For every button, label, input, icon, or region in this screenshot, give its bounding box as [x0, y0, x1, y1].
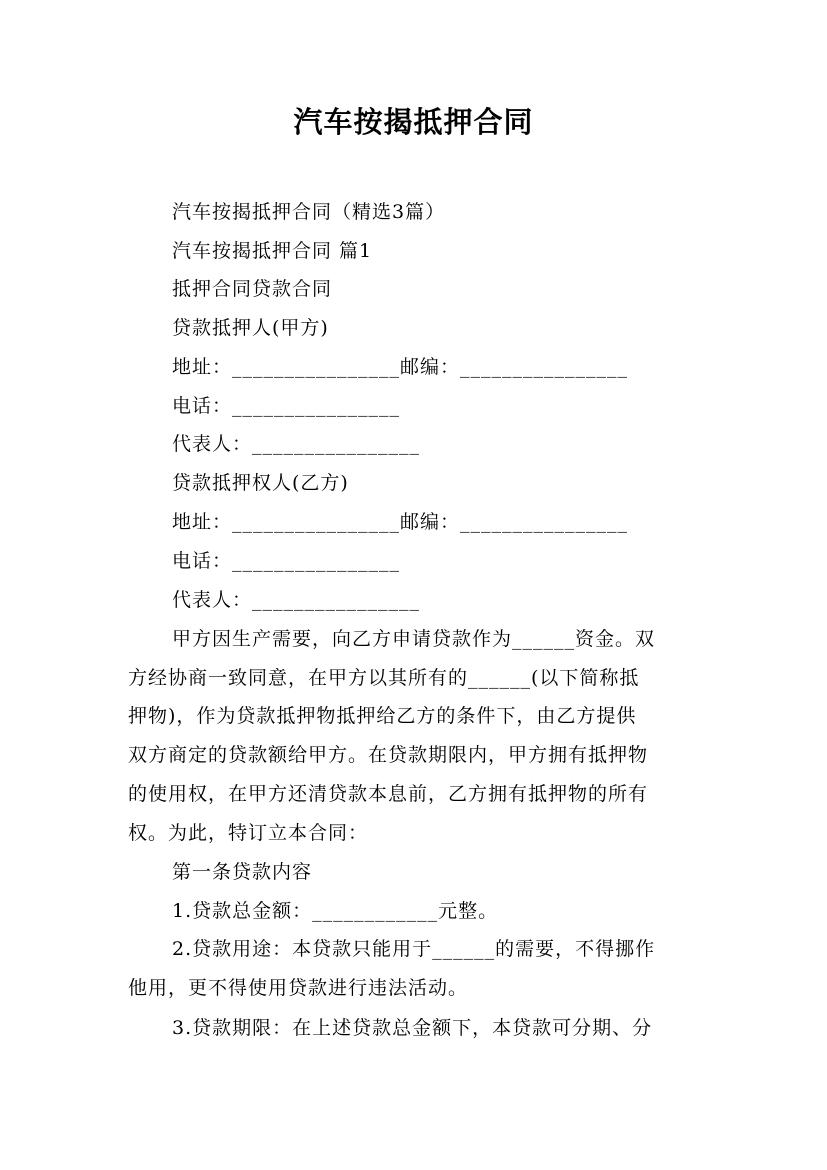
party-b-representative-line: 代表人：________________: [172, 589, 421, 611]
document-title: 汽车按揭抵押合同: [293, 105, 534, 139]
party-a-phone-line: 电话：________________: [172, 395, 401, 417]
party-a-representative-line: 代表人：________________: [172, 433, 421, 455]
paragraph-line: 他用，更不得使用贷款进行违法活动。: [128, 976, 469, 999]
main-paragraph: [128, 620, 702, 852]
party-b-phone-line: 电话：________________: [172, 550, 401, 572]
section-heading: 汽车按揭抵押合同 篇1: [172, 240, 373, 262]
subtitle-line: 汽车按揭抵押合同（精选3篇）: [172, 201, 446, 223]
paragraph-line: 双方商定的贷款额给甲方。在贷款期限内，甲方拥有抵押物: [128, 744, 649, 767]
paragraph-line: 2.贷款用途：本贷款只能用于______的需要，不得挪作: [172, 938, 656, 960]
contract-name-line: 抵押合同贷款合同: [172, 278, 333, 300]
paragraph-line: 方经协商一致同意，在甲方以其所有的______(以下简称抵: [128, 666, 640, 689]
article-1-heading: 第一条贷款内容: [172, 861, 313, 883]
party-b-address-line: 地址：________________邮编：________________: [172, 511, 629, 533]
party-a-heading: 贷款抵押人(甲方): [172, 317, 329, 339]
paragraph-line: 的使用权，在甲方还清贷款本息前，乙方拥有抵押物的所有: [128, 782, 649, 805]
paragraph-line: 权。为此，特订立本合同：: [128, 821, 369, 844]
party-b-heading: 贷款抵押权人(乙方): [172, 472, 349, 494]
party-a-address-line: 地址：________________邮编：________________: [172, 356, 629, 378]
item-2-purpose: [128, 930, 702, 1007]
paragraph-line: 押物)，作为贷款抵押物抵押给乙方的条件下，由乙方提供: [128, 705, 637, 728]
paragraph-line: 甲方因生产需要，向乙方申请贷款作为______资金。双: [172, 628, 656, 650]
item-3-term: 3.贷款期限：在上述贷款总金额下，本贷款可分期、分: [172, 1017, 653, 1039]
item-1-total-amount: 1.贷款总金额：____________元整。: [172, 900, 499, 922]
